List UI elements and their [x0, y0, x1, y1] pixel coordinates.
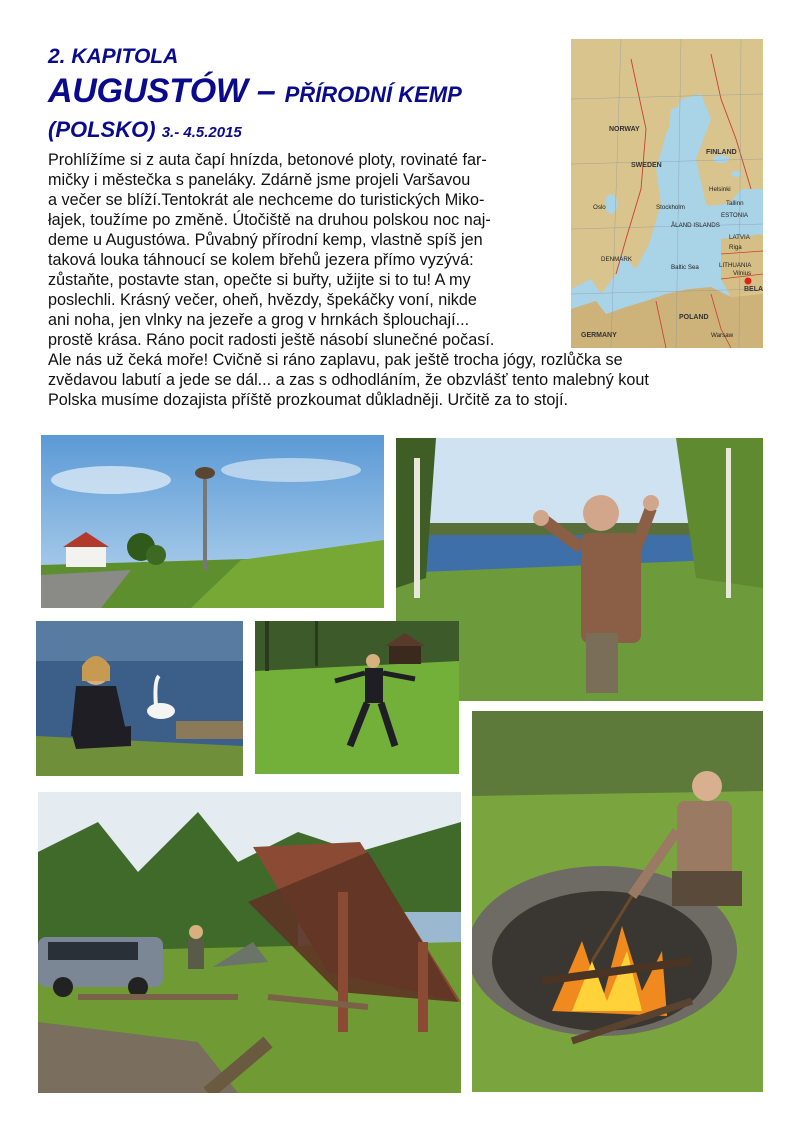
chapter-label: 2. KAPITOLA — [48, 45, 179, 68]
body-line: ani noha, jen vlnky na jezeře a grog v hrnkách šplouchají... — [48, 311, 470, 329]
photo-stork-nest — [41, 435, 384, 608]
baltic-map — [571, 39, 763, 348]
map-label: Tallinn — [726, 200, 744, 207]
map-label: Warsaw — [711, 332, 734, 339]
map-label: FINLAND — [706, 149, 737, 156]
map-label: Riga — [729, 244, 742, 251]
body-line: deme u Augustówa. Půvabný přírodní kemp, vlastně spíš jen — [48, 231, 483, 249]
body-line: zvědavou labutí a jede se dál... a zas s odhodláním, že obzvlášť tento malebný kout — [48, 371, 649, 389]
photo-woman-with-swan — [36, 621, 243, 776]
body-line: poslechli. Krásný večer, oheň, hvězdy, špekáčky voní, nikde — [48, 291, 477, 309]
body-line: Polska musíme dozajista příště prozkoumat důkladněji. Určitě za to stojí. — [48, 391, 569, 409]
body-line: a večer se blíží.Tentokrát ale nechceme do turistických Miko- — [48, 191, 485, 209]
location-marker-icon — [745, 278, 752, 285]
body-line: taková louka táhnoucí se kolem břehů jezera přímo vyzývá: — [48, 251, 474, 269]
photo-camp-shelter — [38, 792, 461, 1093]
photo-campfire — [472, 711, 763, 1092]
map-label: ÅLAND ISLANDS — [671, 222, 720, 229]
map-label: Baltic Sea — [671, 264, 699, 271]
map-label: GERMANY — [581, 332, 617, 339]
map-label: Oslo — [593, 204, 606, 211]
body-line: łajek, toužíme po změně. Útočiště na druhou polskou noc naj- — [48, 211, 491, 229]
map-label: Vilnius — [733, 270, 752, 277]
map-label: BELA — [744, 286, 763, 293]
body-line: prostě krása. Ráno pocit radosti ještě násobí slunečné počasí. — [48, 331, 495, 349]
body-line: mičky i městečka s paneláky. Zdárně jsme projeli Varšavou — [48, 171, 471, 189]
page-title — [48, 72, 462, 111]
map-label: Stockholm — [656, 204, 685, 211]
map-label: SWEDEN — [631, 162, 662, 169]
photo-yoga — [255, 621, 459, 774]
body-line: Prohlížíme si z auta čapí hnízda, betonové ploty, rovinaté far- — [48, 151, 487, 169]
map-label: Helsinki — [709, 186, 731, 193]
body-line: zůstaňte, postavte stan, opečte si buřty, užijte si to tu! A my — [48, 271, 471, 289]
title-place: AUGUSTÓW – — [48, 72, 276, 110]
map-label: NORWAY — [609, 126, 640, 133]
map-label: LITHUANIA — [719, 262, 752, 269]
title-country — [48, 117, 242, 143]
map-label: LATVIA — [729, 234, 750, 241]
country-name: (POLSKO) — [48, 117, 156, 142]
map-label: DENMARK — [601, 256, 632, 263]
trip-date: 3.- 4.5.2015 — [161, 124, 242, 141]
title-subtitle: PŘÍRODNÍ KEMP — [284, 82, 462, 107]
map-label: ESTONIA — [721, 212, 749, 219]
body-line: Ale nás už čeká moře! Cvičně si ráno zaplavu, pak ještě trocha jógy, rozlůčka se — [48, 351, 623, 369]
map-label: POLAND — [679, 314, 709, 321]
